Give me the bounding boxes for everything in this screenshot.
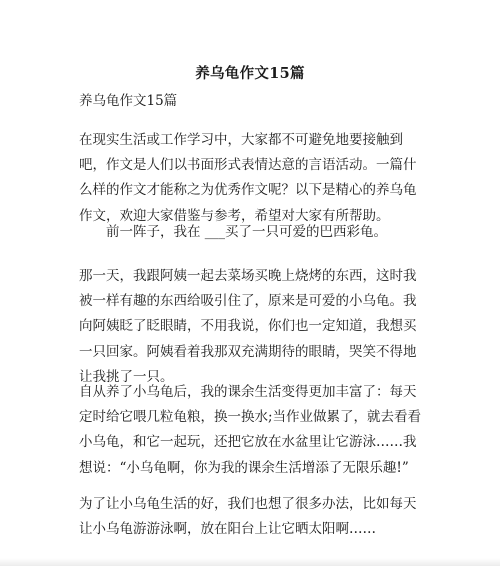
paragraph-market: 那一天，我跟阿姨一起去菜场买晚上烧烤的东西，这时我被一样有趣的东西给吸引住了，原来是可爱的小乌龟。我向阿姨眨了眨眼睛，不用我说，你们也一定知道，我想买一只回家。阿姨看着我那双充满期待的眼睛，哭笑不得地让我挑了一只。 — [79, 268, 417, 385]
page-bottom-edge — [0, 558, 500, 566]
paragraph-care: 为了让小乌龟生活的好，我们也想了很多办法，比如每天让小乌龟游游泳啊，放在阳台上让它晒太阳啊…… — [79, 496, 417, 538]
paragraph-after-school: 自从养了小乌龟后，我的课余生活变得更加丰富了：每天定时给它喂几粒龟粮，换一换水;当作业做累了，就去看看小乌龟，和它一起玩，还把它放在水盆里让它游泳……我想说：“小乌龟啊，你为我的课余生活增添了无限乐趣!” — [79, 384, 422, 476]
document-title: 养乌龟作文15篇 — [195, 65, 305, 82]
paragraph-intro: 在现实生活或工作学习中，大家都不可避免地要接触到吧，作文是人们以书面形式表情达意的言语活动。一篇什么样的作文才能称之为优秀作文呢？以下是精心的养乌龟作文，欢迎大家借鉴与参考，希望对大家有所帮助。 — [79, 132, 417, 224]
paragraph-opening: 前一阵子，我在 ___买了一只可爱的巴西彩龟。 — [106, 224, 388, 240]
document-subtitle: 养乌龟作文15篇 — [79, 93, 178, 109]
